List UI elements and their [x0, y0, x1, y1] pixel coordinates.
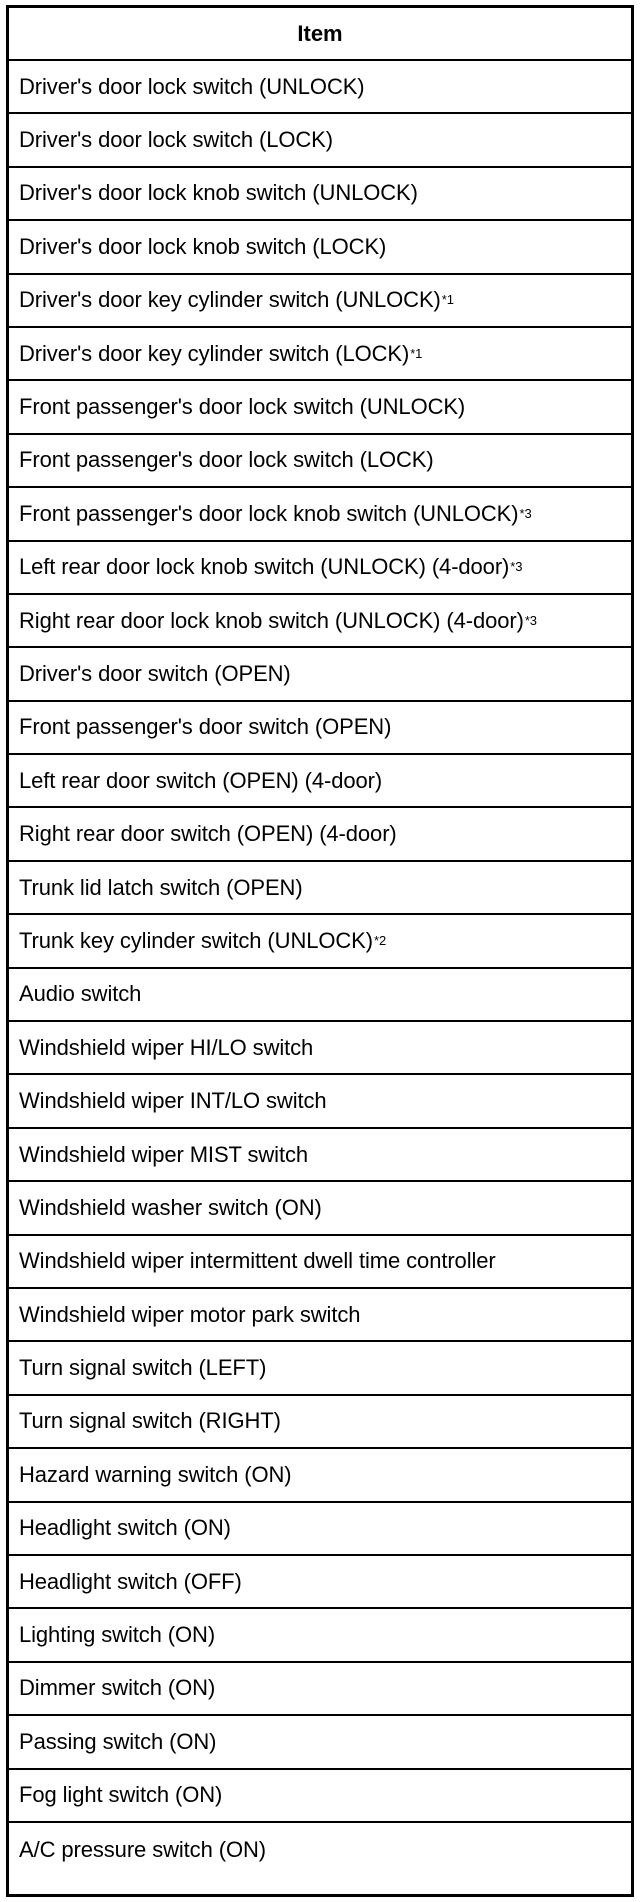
- row-item-text: Right rear door lock knob switch (UNLOCK) (4-door): [19, 607, 524, 633]
- table-row: Driver's door key cylinder switch (UNLOCK) *1: [9, 275, 631, 328]
- table-row: [9, 1770, 631, 1823]
- row-item-text: Driver's door key cylinder switch (LOCK): [19, 340, 410, 366]
- row-item-text: Windshield washer switch (ON): [19, 1194, 322, 1220]
- table-row: [9, 1556, 631, 1609]
- row-item-text: Audio switch: [19, 981, 142, 1007]
- table-row: [9, 648, 631, 701]
- table-row: [9, 1289, 631, 1342]
- table-row: [9, 1609, 631, 1662]
- table-row: Front passenger's door lock knob switch (UNLOCK) *3: [9, 488, 631, 541]
- table-row: Driver's door key cylinder switch (LOCK) *1: [9, 328, 631, 381]
- row-item-text: Front passenger's door lock switch (UNLOCK): [19, 394, 466, 420]
- row-item-text: Front passenger's door lock knob switch (UNLOCK): [19, 500, 519, 526]
- table-row: Right rear door lock knob switch (UNLOCK) (4-door) *3: [9, 595, 631, 648]
- table-body: [9, 61, 631, 1876]
- table-row: Left rear door lock knob switch (UNLOCK) (4-door) *3: [9, 542, 631, 595]
- row-item-text: Left rear door switch (OPEN) (4-door): [19, 767, 383, 793]
- table-row: [9, 1716, 631, 1769]
- row-item-text: Windshield wiper INT/LO switch: [19, 1088, 327, 1114]
- table-row: [9, 808, 631, 861]
- row-item-text: Lighting switch (ON): [19, 1622, 216, 1648]
- row-item-text: Turn signal switch (LEFT): [19, 1355, 267, 1381]
- row-item-text: Driver's door switch (OPEN): [19, 660, 291, 686]
- row-item-text: Headlight switch (ON): [19, 1515, 231, 1541]
- row-item-text: Right rear door switch (OPEN) (4-door): [19, 821, 397, 847]
- table-row: [9, 1342, 631, 1395]
- table-row: [9, 1129, 631, 1182]
- table-row: [9, 1503, 631, 1556]
- row-item-text: Turn signal switch (RIGHT): [19, 1408, 281, 1434]
- item-table: [6, 5, 634, 1897]
- table-row: [9, 381, 631, 434]
- table-row: [9, 702, 631, 755]
- table-row: Trunk key cylinder switch (UNLOCK) *2: [9, 915, 631, 968]
- row-item-text: Driver's door lock knob switch (LOCK): [19, 233, 387, 259]
- table-row: [9, 1823, 631, 1876]
- row-item-text: Windshield wiper motor park switch: [19, 1301, 361, 1327]
- table-header-item: Item: [9, 8, 631, 61]
- row-item-text: Driver's door lock knob switch (UNLOCK): [19, 180, 418, 206]
- row-item-text: A/C pressure switch (ON): [19, 1836, 266, 1862]
- row-item-text: Trunk lid latch switch (OPEN): [19, 874, 303, 900]
- row-item-text: Passing switch (ON): [19, 1728, 217, 1754]
- row-item-text: Windshield wiper HI/LO switch: [19, 1034, 314, 1060]
- table-row: [9, 1236, 631, 1289]
- table-row: [9, 61, 631, 114]
- table-row: [9, 435, 631, 488]
- table-row: [9, 1182, 631, 1235]
- table-row: [9, 755, 631, 808]
- table-row: [9, 1396, 631, 1449]
- table-row: [9, 114, 631, 167]
- row-item-text: Driver's door lock switch (LOCK): [19, 127, 333, 153]
- table-row: [9, 1022, 631, 1075]
- row-item-text: Dimmer switch (ON): [19, 1675, 216, 1701]
- row-item-text: Headlight switch (OFF): [19, 1568, 242, 1594]
- table-row: [9, 1663, 631, 1716]
- table-row: [9, 1075, 631, 1128]
- table-row: [9, 862, 631, 915]
- row-item-text: Fog light switch (ON): [19, 1782, 223, 1808]
- row-item-text: Trunk key cylinder switch (UNLOCK): [19, 927, 373, 953]
- row-item-text: Windshield wiper MIST switch: [19, 1141, 308, 1167]
- table-row: [9, 168, 631, 221]
- row-item-text: Driver's door lock switch (UNLOCK): [19, 73, 365, 99]
- table-row: [9, 221, 631, 274]
- row-item-text: Front passenger's door switch (OPEN): [19, 714, 392, 740]
- row-item-text: Hazard warning switch (ON): [19, 1461, 292, 1487]
- row-item-text: Left rear door lock knob switch (UNLOCK) (4-door): [19, 554, 510, 580]
- table-row: [9, 969, 631, 1022]
- row-item-text: Driver's door key cylinder switch (UNLOCK): [19, 287, 441, 313]
- row-item-text: Front passenger's door lock switch (LOCK): [19, 447, 434, 473]
- row-item-text: Windshield wiper intermittent dwell time controller: [19, 1248, 496, 1274]
- table-row: [9, 1449, 631, 1502]
